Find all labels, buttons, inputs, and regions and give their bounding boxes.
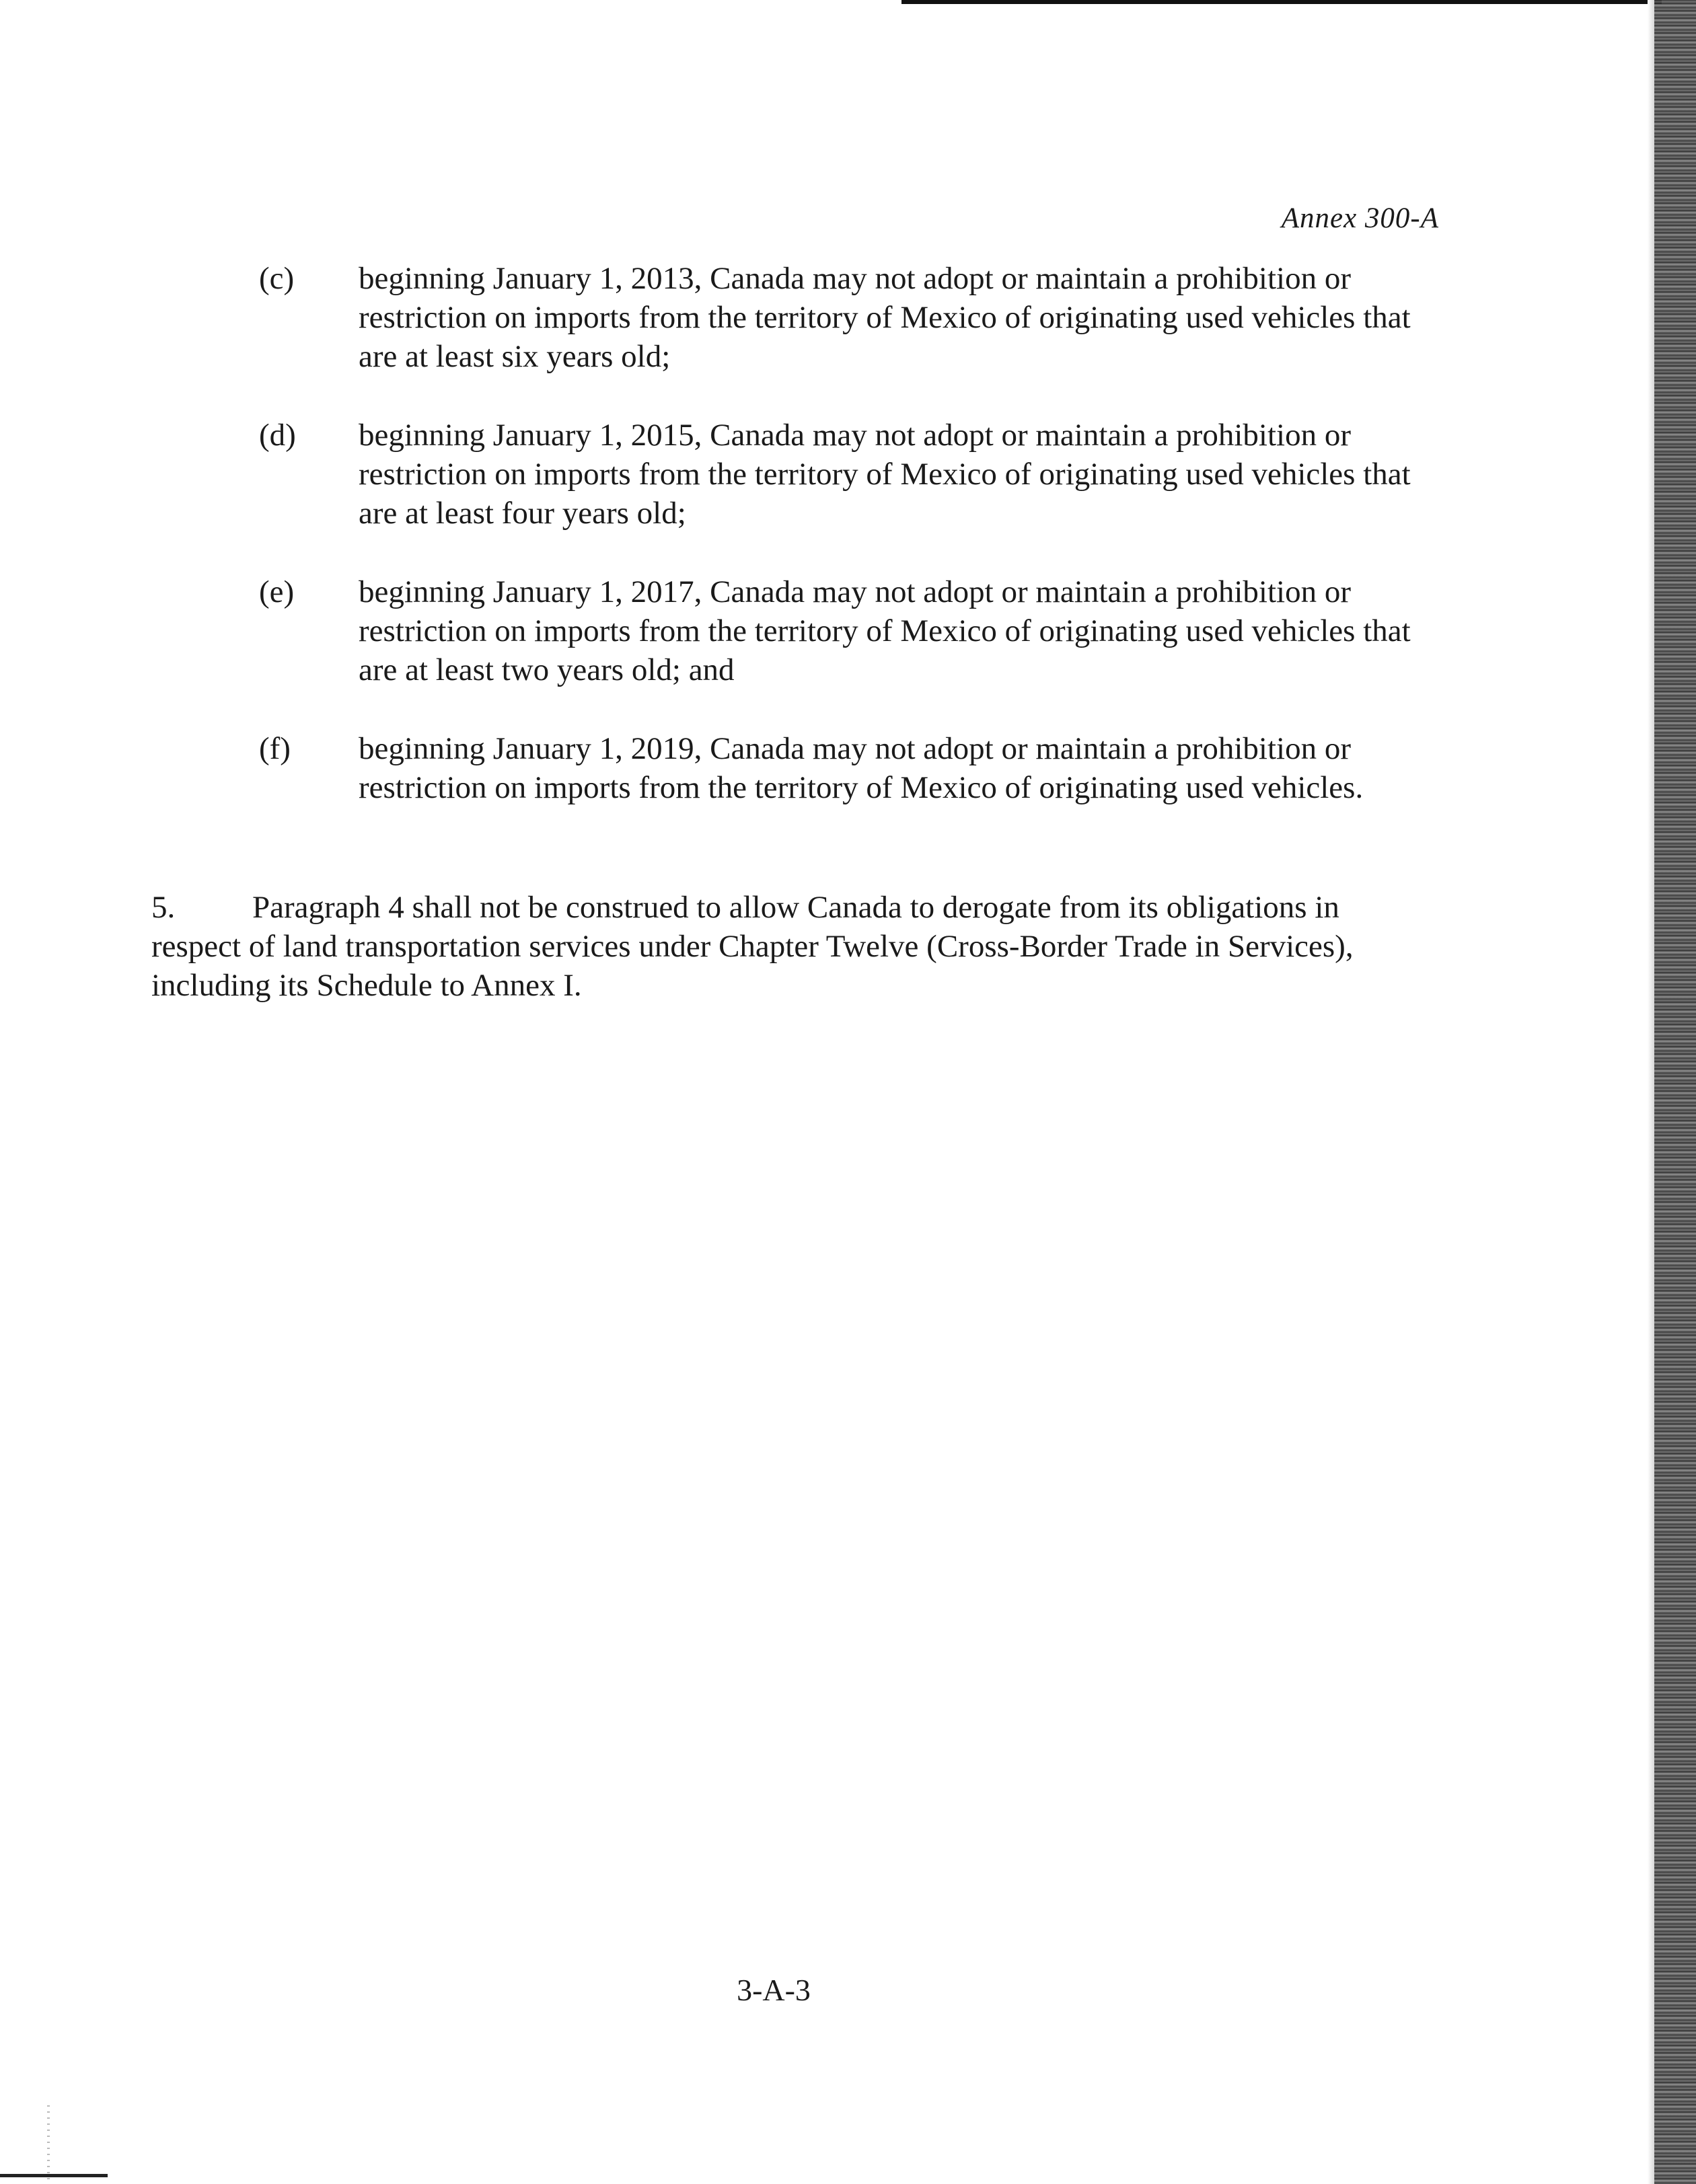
- item-text: beginning January 1, 2013, Canada may not adopt or maintain a prohibition or restriction on imports from the territory of Mexico of originating used vehicles that are at least six years old;: [359, 261, 1411, 374]
- paragraph-number: 5.: [151, 890, 176, 925]
- item-text: beginning January 1, 2015, Canada may not adopt or maintain a prohibition or restriction on imports from the territory of Mexico of originating used vehicles that are at least four years old;: [359, 418, 1411, 531]
- item-label: (f): [259, 731, 291, 766]
- scan-top-rule: [901, 0, 1662, 4]
- annex-header: Annex 300-A: [1281, 202, 1439, 234]
- item-label: (d): [259, 418, 296, 453]
- scan-specks: [47, 2105, 50, 2179]
- item-text: beginning January 1, 2017, Canada may not adopt or maintain a prohibition or restriction on imports from the territory of Mexico of originating used vehicles that are at least two years old; and: [359, 574, 1411, 687]
- paragraph-text: Paragraph 4 shall not be construed to allow Canada to derogate from its obligations in respect of land transportation services under Chapter Twelve (Cross-Border Trade in Services), including its Schedule to Annex I.: [151, 890, 1354, 1003]
- paragraph-5: [151, 888, 1430, 1005]
- scan-bottom-mark: [0, 2174, 108, 2177]
- scan-edge-shadow: [1648, 0, 1654, 2184]
- page-number: 3-A-3: [737, 1973, 811, 2007]
- item-label: (c): [259, 261, 295, 296]
- item-text: beginning January 1, 2019, Canada may not adopt or maintain a prohibition or restriction on imports from the territory of Mexico of originating used vehicles.: [359, 731, 1364, 805]
- scan-right-edge: [1654, 0, 1696, 2184]
- item-label: (e): [259, 574, 295, 609]
